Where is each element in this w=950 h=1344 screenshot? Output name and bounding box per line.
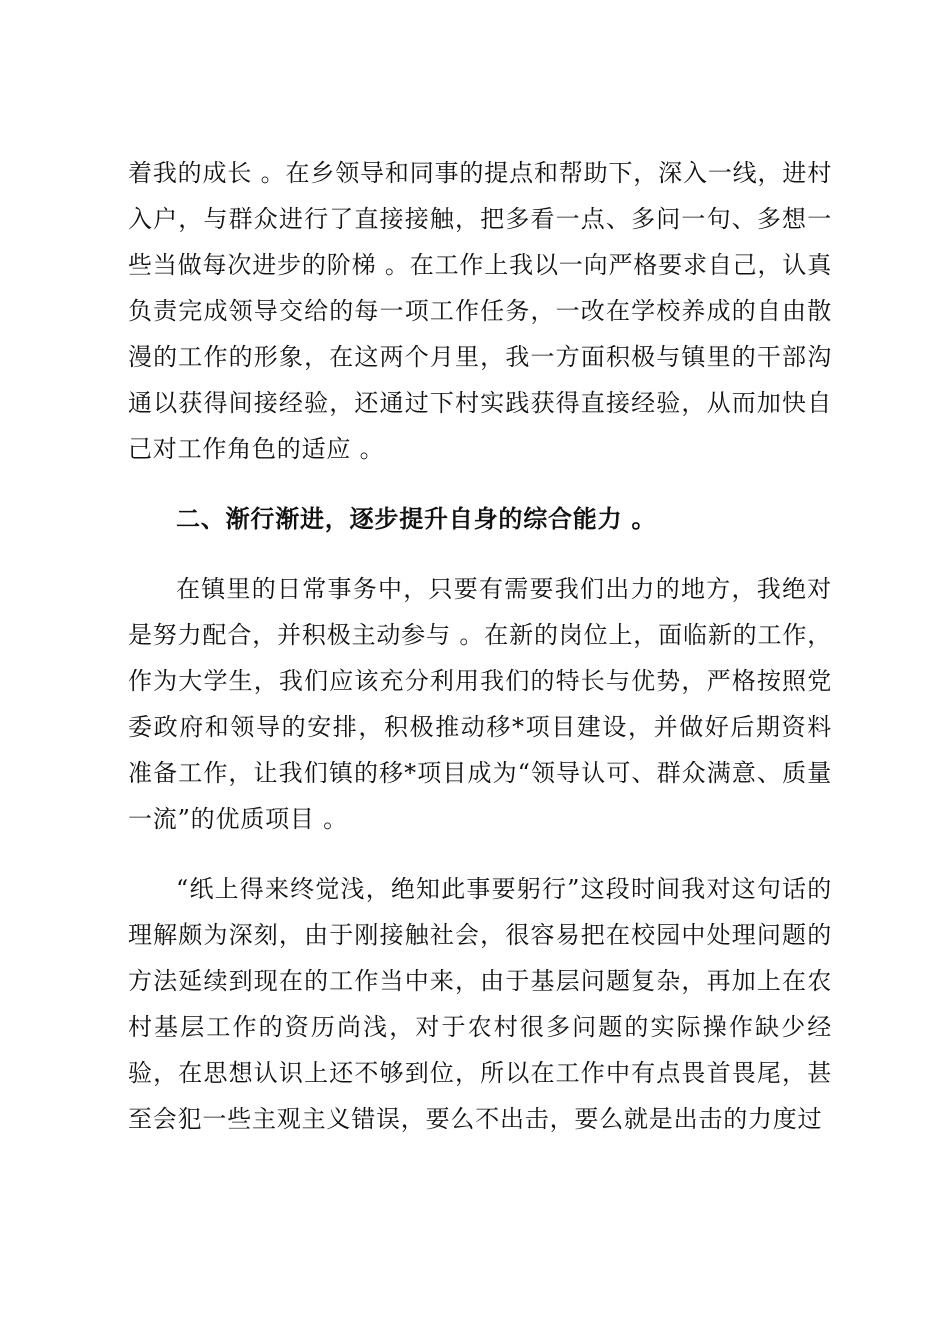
section-heading-2: 二、渐行渐进，逐步提升自身的综合能力 。 (176, 505, 657, 533)
paragraph-continuation: 着我的成长 。在乡领导和同事的提点和帮助下，深入一线，进村入户，与群众进行了直接接触，把多看一点、多问一句、多想一些当做每次进步的阶梯 。在工作上我以一向严格要求自己，认真负责完成领导交给的每一项工作任务，一改在学校养成的自由散漫的工作的形象，在这两个月里，我一方面积极与镇里的干部沟通以获得间接经验，还通过下村实践获得直接经验，从而加快自己对工作角色的适应 。 (128, 159, 832, 463)
paragraph-practice-reflection: “纸上得来终觉浅，绝知此事要躬行”这段时间我对这句话的理解颇为深刻，由于刚接触社会，很容易把在校园中处理问题的方法延续到现在的工作当中来，由于基层问题复杂，再加上在农村基层工作的资历尚浅，对于农村很多问题的实际操作缺少经验，在思想认识上还不够到位，所以在工作中有点畏首畏尾，甚至会犯一些主观主义错误，要么不出击，要么就是出击的力度过 (128, 875, 832, 1133)
paragraph-daily-affairs: 在镇里的日常事务中，只要有需要我们出力的地方，我绝对是努力配合，并积极主动参与 。在新的岗位上，面临新的工作，作为大学生，我们应该充分利用我们的特长与优势，严格按照党委政府和领导的安排，积极推动移*项目建设，并做好后期资料准备工作，让我们镇的移*项目成为“领导认可、群众满意、质量一流”的优质项目 。 (128, 575, 832, 833)
document-body (128, 150, 832, 1166)
